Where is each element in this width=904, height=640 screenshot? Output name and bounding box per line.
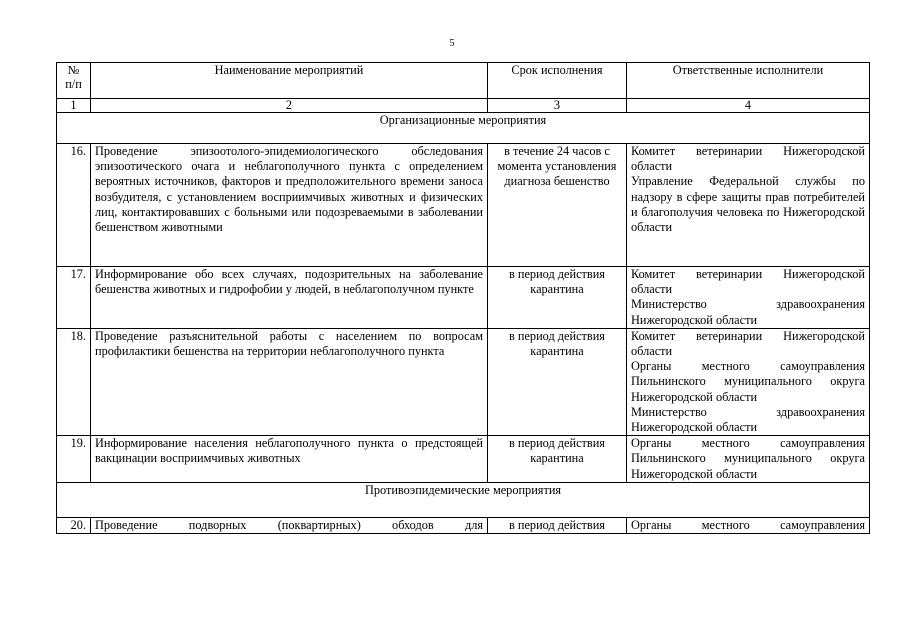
- section-row-antiepidemic: [57, 482, 870, 517]
- row-deadline: в период действия: [488, 517, 627, 533]
- header-number: [57, 63, 91, 99]
- responsible-entry: Органы местного самоуправления Пильнинского муниципального округа Нижегородской области: [631, 359, 865, 404]
- column-number: 2: [91, 99, 488, 113]
- table-row: [57, 144, 870, 267]
- column-number: 4: [627, 99, 870, 113]
- responsible-entry: Комитет ветеринарии Нижегородской области: [631, 267, 865, 297]
- measures-table: [56, 62, 870, 534]
- table-header-row: [57, 63, 870, 99]
- row-deadline: в течение 24 часов с момента установления диагноза бешенство: [488, 144, 627, 267]
- column-number-row: [57, 99, 870, 113]
- header-measures: Наименование мероприятий: [91, 63, 488, 99]
- row-measure: Информирование населения неблагополучного пункта о предстоящей вакцинации восприимчивых животных: [91, 436, 488, 483]
- row-deadline: в период действия карантина: [488, 267, 627, 329]
- responsible-entry: Органы местного самоуправления Пильнинского муниципального округа Нижегородской области: [631, 436, 865, 481]
- row-responsible: [627, 517, 870, 533]
- row-number: 19.: [57, 436, 91, 483]
- row-measure: Информирование обо всех случаях, подозрительных на заболевание бешенства животных и гидрофобии у людей, в неблагополучном пункте: [91, 267, 488, 329]
- header-number-line1: №: [67, 63, 80, 77]
- row-deadline: в период действия карантина: [488, 436, 627, 483]
- section-title: Организационные мероприятия: [57, 113, 870, 144]
- header-number-line2: п/п: [65, 77, 82, 91]
- row-measure: [91, 517, 488, 533]
- column-number: 1: [57, 99, 91, 113]
- responsible-entry: Комитет ветеринарии Нижегородской области: [631, 144, 865, 174]
- table-row: [57, 517, 870, 533]
- row-responsible: [627, 328, 870, 435]
- row-responsible: [627, 436, 870, 483]
- responsible-entry: Министерство здравоохранения Нижегородской области: [631, 297, 865, 327]
- section-row-organizational: [57, 113, 870, 144]
- responsible-entry: Министерство здравоохранения Нижегородской области: [631, 404, 865, 435]
- table-row: [57, 328, 870, 435]
- header-responsible: Ответственные исполнители: [627, 63, 870, 99]
- row-deadline: в период действия карантина: [488, 328, 627, 435]
- row-measure: Проведение эпизоотолого-эпидемиологического обследования эпизоотического очага и неблагополучного пункта с определением вероятных источников, факторов и предположительного времени заноса возбудителя, с установлением восприимчивых животных и физических лиц, контактировавших с больными или подозреваемыми в заболевании бешенством животными: [91, 144, 488, 267]
- table-row: [57, 436, 870, 483]
- page-number: 5: [449, 38, 455, 49]
- responsible-entry: Органы местного самоуправления: [631, 517, 865, 532]
- row-number: 20.: [57, 517, 91, 533]
- responsible-entry: Управление Федеральной службы по надзору в сфере защиты прав потребителей и благополучия человека по Нижегородской области: [631, 174, 865, 235]
- responsible-entry: Комитет ветеринарии Нижегородской области: [631, 328, 865, 359]
- column-number: 3: [488, 99, 627, 113]
- header-deadline: Срок исполнения: [488, 63, 627, 99]
- row-number: 16.: [57, 144, 91, 267]
- row-responsible: [627, 267, 870, 329]
- row-number: 18.: [57, 328, 91, 435]
- row-measure-text: Проведение подворных (поквартирных) обходов для: [95, 517, 483, 532]
- row-number: 17.: [57, 267, 91, 329]
- row-measure: Проведение разъяснительной работы с населением по вопросам профилактики бешенства на территории неблагополучного пункта: [91, 328, 488, 435]
- row-responsible: [627, 144, 870, 267]
- section-title: Противоэпидемические мероприятия: [57, 482, 870, 517]
- table-row: [57, 267, 870, 329]
